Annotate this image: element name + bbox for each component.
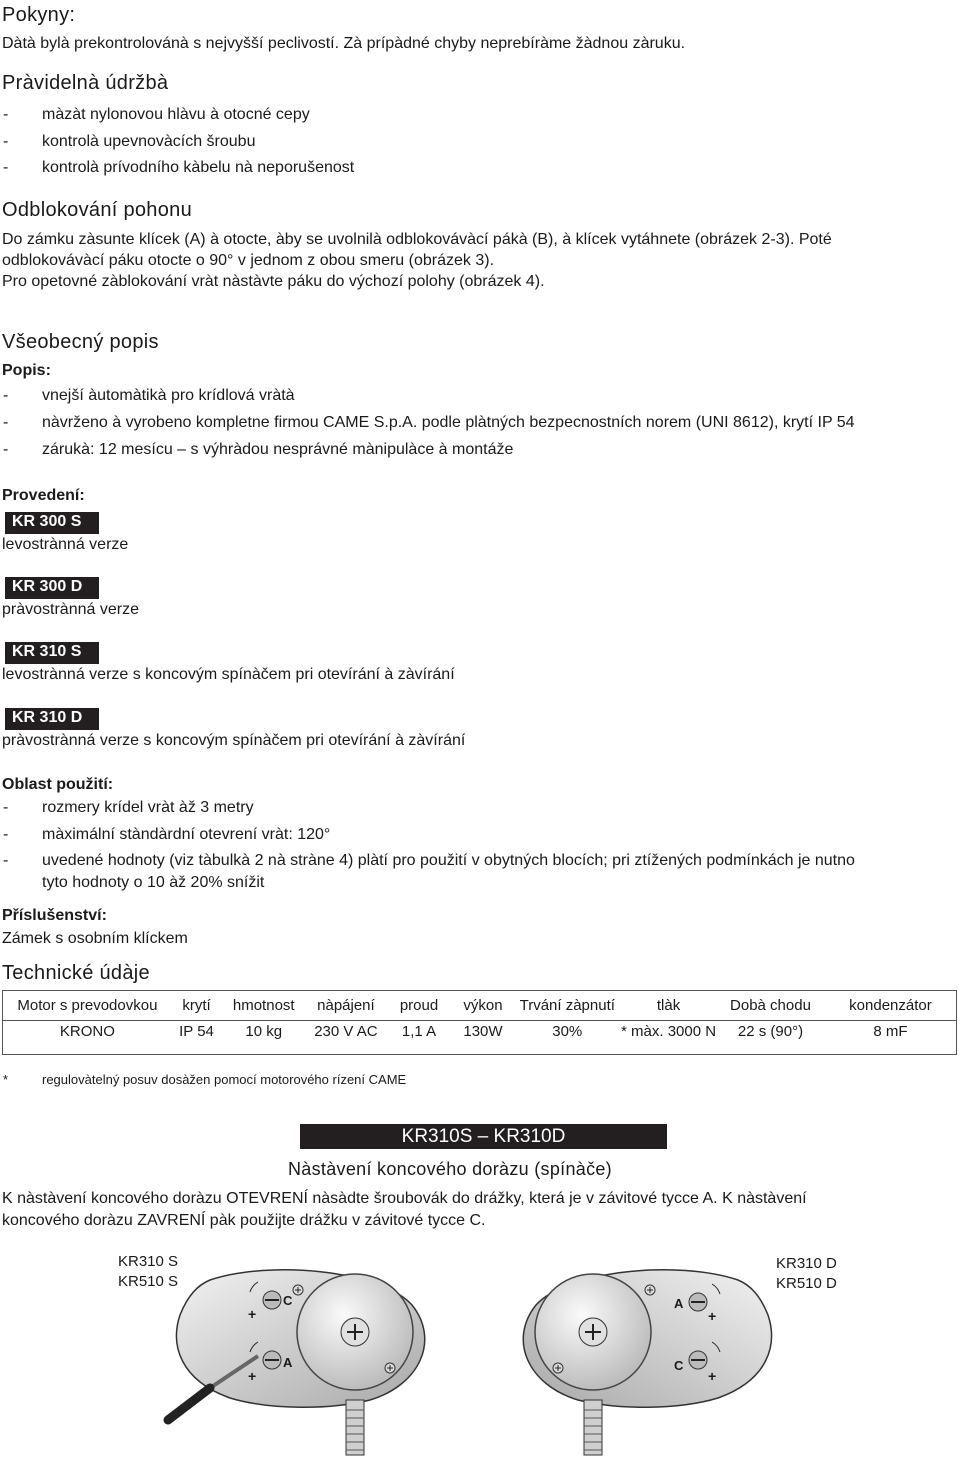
version-desc: pràvostrànná verze s koncovým spínàčem pri otevírání à zàvírání <box>2 732 466 749</box>
list-item: nàvrženo à vyrobeno kompletne firmou CAME S.p.A. podle plàtných bezpecnostních norem (UNI 8612), krytí IP 54 <box>42 414 855 431</box>
tech-table <box>2 990 957 1055</box>
list-item: rozmery krídel vràt àž 3 metry <box>42 799 254 816</box>
footnote-mark: * <box>3 1072 9 1087</box>
list-item: kontrolà prívodního kàbelu nà neporušenost <box>42 159 355 176</box>
figure-left-label: KR310 S <box>118 1253 179 1270</box>
list-dash: - <box>3 799 9 816</box>
badge-underline <box>5 661 99 664</box>
table-cell: 22 s (90°) <box>737 1023 804 1040</box>
list-item: vnejší àutomàtikà pro krídlová vràtà <box>42 387 295 404</box>
version-desc: pràvostrànná verze <box>2 601 139 618</box>
badge-underline <box>5 727 99 730</box>
table-header: Motor s prevodovkou <box>3 991 172 1021</box>
plus-mark: + <box>248 1306 257 1322</box>
version-badge: KR 300 S <box>5 512 99 532</box>
list-dash: - <box>3 133 9 150</box>
popis-label: Popis: <box>2 362 51 379</box>
plus-mark: + <box>708 1368 717 1384</box>
limit-switch-right-illustration <box>498 1260 798 1458</box>
table-cell: 10 kg <box>245 1023 283 1040</box>
table-cell: 8 mF <box>873 1023 908 1040</box>
mark-label: A <box>674 1296 684 1311</box>
mark-label: A <box>283 1355 293 1370</box>
version-badge: KR 310 D <box>5 708 99 728</box>
plus-mark: + <box>708 1308 717 1324</box>
usage-list <box>0 799 960 899</box>
version-desc: levostrànná verze <box>2 536 129 553</box>
list-dash: - <box>3 826 9 843</box>
table-cell: * màx. 3000 N <box>621 1023 717 1040</box>
version-badge: KR 310 S <box>5 642 99 662</box>
table-header: hmotnost <box>221 991 306 1021</box>
version-badge: KR 300 D <box>5 577 99 597</box>
table-header: nàpájení <box>306 991 385 1021</box>
instructions-text: Dàtà bylà prekontrolovánà s nejvyšší peclivostí. Zà prípàdné chyby neprebíràme žàdnou zàruku. <box>2 35 686 52</box>
footnote-text: regulovàtelný posuv dosàžen pomocí motorového rízení CAME <box>42 1072 407 1087</box>
table-cell: 230 V AC <box>314 1023 378 1040</box>
table-cell: 1,1 A <box>401 1023 437 1040</box>
list-item: màzàt nylonovou hlàvu à otocné cepy <box>42 106 310 123</box>
limit-switch-left-illustration <box>150 1260 450 1458</box>
versions-label: Provedení: <box>2 487 85 504</box>
list-dash: - <box>3 441 9 458</box>
tech-title: Technické údàje <box>2 962 150 984</box>
maintenance-title: Pràvidelnà údržbà <box>2 72 169 94</box>
accessories-label: Příslušenství: <box>2 907 107 924</box>
list-dash: - <box>3 387 9 404</box>
table-cell: KRONO <box>59 1023 115 1040</box>
limit-line: K nàstàvení koncového doràzu OTEVRENÍ nàsàdte šroubovák do drážky, která je v závitové tycce A. K nàstàvení <box>2 1190 807 1207</box>
unlock-line: Do zámku zàsunte klícek (A) à otocte, àby se uvolnilà odblokovávàcí pákà (B), à klícek vytáhnete (obrázek 2-3). Poté <box>2 231 832 248</box>
limit-line: koncového doràzu ZAVRENÍ pàk použijte drážku v závitové tycce C. <box>2 1212 486 1229</box>
table-cell: 30% <box>552 1023 583 1040</box>
usage-label: Oblast použití: <box>2 776 114 793</box>
list-dash: - <box>3 106 9 123</box>
mark-label: C <box>674 1358 684 1373</box>
accessories-text: Zámek s osobním klíckem <box>2 930 188 947</box>
figure-right-label: KR510 D <box>776 1275 837 1292</box>
table-header: Dobà chodu <box>716 991 825 1021</box>
general-title: Všeobecný popis <box>2 331 159 353</box>
badge-underline <box>5 596 99 599</box>
maintenance-list <box>0 106 960 186</box>
model-banner: KR310S – KR310D <box>300 1124 667 1149</box>
table-cell: IP 54 <box>179 1023 214 1040</box>
list-dash: - <box>3 852 9 869</box>
figure-left-label: KR510 S <box>118 1273 179 1290</box>
list-item: zárukà: 12 mesícu – s výhràdou nesprávné mànipulàce à montáže <box>42 441 514 458</box>
version-desc: levostrànná verze s koncovým spínàčem pri otevírání à zàvírání <box>2 666 455 683</box>
unlock-line: odblokovávàcí páku otocte o 90° v jednom z obou smeru (obrázek 3). <box>2 252 495 269</box>
unlock-line: Pro opetovné zàblokování vràt nàstàvte páku do výchozí polohy (obrázek 4). <box>2 273 545 290</box>
list-item: màximální stàndàrdní otevrení vràt: 120° <box>42 826 331 843</box>
general-list <box>0 387 960 467</box>
table-row <box>3 1021 957 1055</box>
list-item: kontrolà upevnovàcích šroubu <box>42 133 256 150</box>
limit-title: Nàstàvení koncového doràzu (spínàče) <box>288 1159 612 1179</box>
list-item-continued: tyto hodnoty o 10 àž 20% snížit <box>42 874 265 891</box>
mark-label: C <box>283 1293 293 1308</box>
instructions-title: Pokyny: <box>2 4 76 26</box>
table-header: Trvání zàpnutí <box>514 991 622 1021</box>
table-header: kondenzátor <box>825 991 957 1021</box>
table-header: tlàk <box>621 991 716 1021</box>
table-header-row <box>3 991 957 1021</box>
list-dash: - <box>3 414 9 431</box>
table-header: proud <box>386 991 453 1021</box>
plus-mark: + <box>248 1368 257 1384</box>
unlock-title: Odblokování pohonu <box>2 199 192 221</box>
list-dash: - <box>3 159 9 176</box>
table-header: výkon <box>452 991 513 1021</box>
table-header: krytí <box>172 991 221 1021</box>
list-item: uvedené hodnoty (viz tàbulkà 2 nà stràne 4) plàtí pro použití v obytných blocích; pri ztížených podmínkách je nutno <box>42 852 855 869</box>
figure-right-label: KR310 D <box>776 1255 837 1272</box>
table-cell: 130W <box>463 1023 503 1040</box>
badge-underline <box>5 531 99 534</box>
